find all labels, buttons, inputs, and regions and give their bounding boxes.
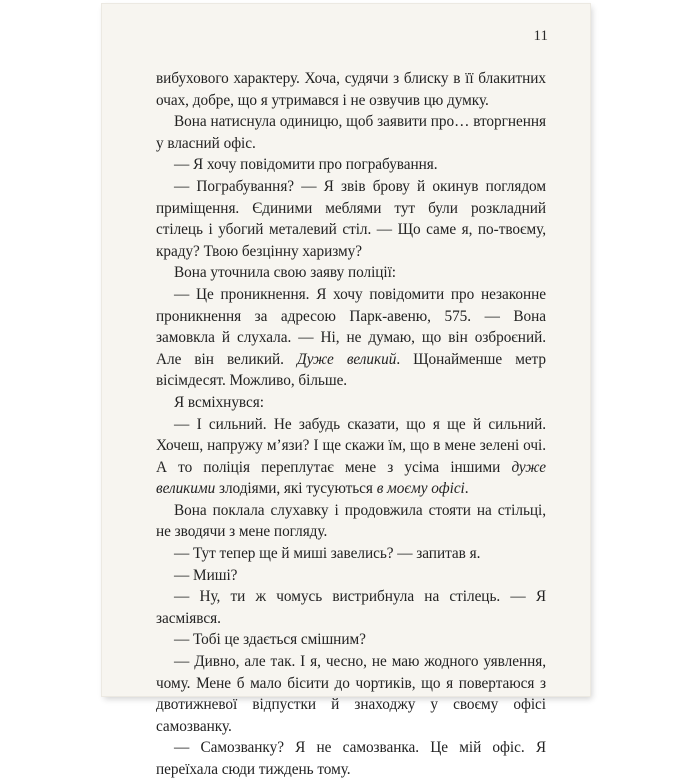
text-run: Вона уточнила свою заяву поліції:	[174, 264, 396, 282]
page-number: 11	[533, 28, 548, 44]
paragraph	[156, 414, 546, 500]
text-run: — Я хочу повідомити про пограбування.	[174, 156, 438, 174]
text-run: Я всміхнувся:	[174, 393, 264, 411]
text-run: — Миші?	[174, 566, 238, 584]
paragraph	[156, 629, 546, 651]
book-page	[102, 4, 590, 778]
text-run: — Тобі це здається смішним?	[174, 631, 366, 649]
italic-run: дуже великими	[156, 458, 546, 498]
text-run: Вона поклала слухавку і продовжила стояти на стільці, не зводячи з мене погляду.	[156, 501, 546, 541]
text-run: Вона натиснула одиницю, щоб заявити про… вторгнення у власний офіс.	[156, 113, 546, 152]
text-run: — Це проникнення. Я хочу повідомити про незаконне проникнення за адресою Парк-авеню, 575. — Вона замовкла й слухала. — Ні, не думаю, що він озброєний. Але він великий.	[156, 285, 546, 368]
paragraph	[156, 737, 546, 780]
text-run: злодіями, які тусуються	[215, 480, 377, 498]
paragraph	[156, 543, 546, 565]
paragraph	[156, 111, 546, 154]
text-run: — І сильний. Не забудь сказати, що я ще й сильний. Хочеш, напружу м’язи? І ще скажи їм, що в мене зелені очі. А то поліція переплутає мене з усіма іншими	[156, 415, 546, 476]
paragraph	[156, 651, 546, 737]
text-run: — Тут тепер ще й миші завелись? — запитав я.	[174, 545, 481, 563]
body-text	[156, 68, 546, 781]
paragraph	[156, 176, 546, 262]
paragraph	[156, 154, 546, 176]
paragraph	[156, 565, 546, 587]
text-run: .	[464, 480, 469, 498]
paragraph	[156, 68, 546, 111]
paragraph	[156, 586, 546, 629]
italic-run: в моєму офісі	[376, 480, 465, 498]
italic-run: Дуже великий	[297, 350, 397, 368]
text-run: — Ну, ти ж чомусь вистрибнула на стілець. — Я засміявся.	[156, 588, 546, 627]
text-run: — Самозванку? Я не самозванка. Це мій офіс. Я переїхала сюди тиждень тому.	[156, 739, 546, 778]
text-run: вибухового характеру. Хоча, судячи з блиску в її блакитних очах, добре, що я утримався і не озвучив цю думку.	[156, 70, 546, 109]
paragraph	[156, 262, 546, 284]
paragraph	[156, 500, 546, 543]
text-run: . Щонайменше метр вісімдесят. Можливо, більше.	[156, 350, 546, 390]
text-run: — Пограбування? — Я звів брову й окинув поглядом приміщення. Єдиними меблями тут були розкладний стілець і убогий металевий стіл. — Що саме я, по-твоєму, краду? Твою безцінну харизму?	[156, 177, 546, 260]
paragraph	[156, 392, 546, 414]
paragraph	[156, 284, 546, 392]
text-run: — Дивно, але так. І я, чесно, не маю жодного уявлення, чому. Мене б мало бісити до чортиків, що я повертаюся з двотижневої відпустки й знаходжу у своєму офісі самозванку.	[156, 653, 546, 735]
